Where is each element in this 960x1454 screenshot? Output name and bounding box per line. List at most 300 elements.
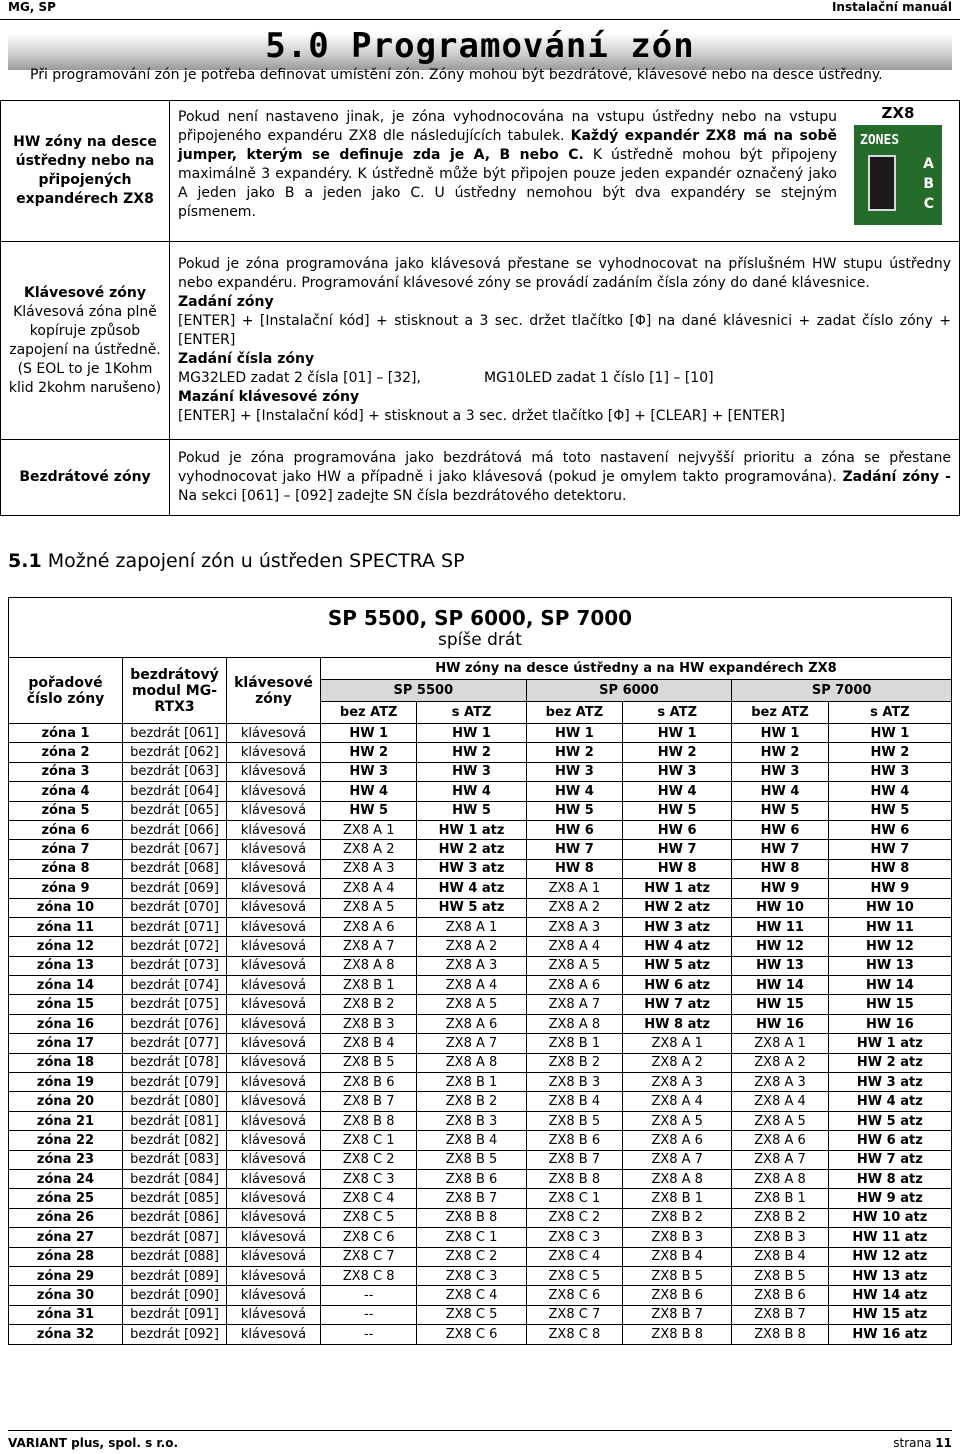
hw-cell: ZX8 C 6 <box>321 1228 417 1247</box>
keypad-zones-note: Klávesová zóna plně kopíruje způsob zapojení na ústředně. (S EOL to je 1Kohm klid 2kohm narušeno) <box>8 303 162 396</box>
hw-cell: HW 3 <box>623 762 732 781</box>
keypad-cell: klávesová <box>227 976 321 995</box>
zone-number-cell: zóna 17 <box>9 1034 123 1053</box>
keypad-heading-3: Mazání klávesové zóny <box>178 389 360 405</box>
keypad-cell: klávesová <box>227 917 321 936</box>
hw-cell: HW 15 <box>732 995 828 1014</box>
hw-cell: HW 4 atz <box>828 1092 951 1111</box>
table-row <box>9 743 952 762</box>
wireless-cell: bezdrát [067] <box>123 840 227 859</box>
wireless-zones-label: Bezdrátové zóny <box>1 440 170 516</box>
wireless-cell: bezdrát [091] <box>123 1305 227 1324</box>
hw-cell: ZX8 A 6 <box>321 917 417 936</box>
table-row <box>9 995 952 1014</box>
hw-cell: HW 1 <box>321 724 417 743</box>
hw-cell: ZX8 A 8 <box>526 1014 622 1033</box>
hw-cell: HW 4 <box>417 782 526 801</box>
keypad-cell: klávesová <box>227 1189 321 1208</box>
hw-cell: ZX8 B 3 <box>623 1228 732 1247</box>
zone-number-cell: zóna 19 <box>9 1073 123 1092</box>
hw-cell: HW 12 atz <box>828 1247 951 1266</box>
hw-cell: ZX8 B 6 <box>732 1286 828 1305</box>
hw-cell: HW 7 atz <box>623 995 732 1014</box>
hw-cell: ZX8 C 1 <box>417 1228 526 1247</box>
hw-cell: HW 2 atz <box>623 898 732 917</box>
hw-zones-row <box>1 101 960 242</box>
hw-cell: ZX8 A 7 <box>526 995 622 1014</box>
keypad-line-1: [ENTER] + [Instalační kód] + stisknout a 3 sec. držet tlačítko [Φ] na dané klávesnici + zadat číslo zóny + [ENTER] <box>178 313 951 348</box>
hw-cell: ZX8 C 7 <box>526 1305 622 1324</box>
table-row <box>9 1305 952 1324</box>
wireless-cell: bezdrát [068] <box>123 859 227 878</box>
keypad-heading-2: Zadání čísla zóny <box>178 351 315 367</box>
wireless-cell: bezdrát [078] <box>123 1053 227 1072</box>
hw-cell: ZX8 A 1 <box>623 1034 732 1053</box>
wireless-cell: bezdrát [076] <box>123 1014 227 1033</box>
table-caption-row <box>9 598 952 658</box>
keypad-text-1: Pokud je zóna programována jako klávesová přestane se vyhodnocovat na příslušném HW stupu ústředny nebo expandéru. Programování klávesové zóny se provádí zadáním čísla zóny do dané klávesnice. <box>178 256 951 291</box>
page-header <box>0 0 960 20</box>
hw-cell: ZX8 A 5 <box>732 1111 828 1130</box>
hw-cell: HW 1 <box>526 724 622 743</box>
keypad-cell: klávesová <box>227 743 321 762</box>
table-row <box>9 1092 952 1111</box>
keypad-cell: klávesová <box>227 956 321 975</box>
hw-cell: ZX8 C 2 <box>417 1247 526 1266</box>
header-rule <box>0 19 960 20</box>
hw-cell: ZX8 C 8 <box>526 1325 622 1344</box>
hw-cell: ZX8 B 1 <box>732 1189 828 1208</box>
hw-cell: ZX8 B 3 <box>526 1073 622 1092</box>
hw-cell: HW 8 <box>732 859 828 878</box>
hw-cell: HW 13 atz <box>828 1266 951 1285</box>
table-row <box>9 859 952 878</box>
wireless-text-1: Pokud je zóna programována jako bezdrátová má toto nastavení nejvyšší prioritu a zóna se přestane vyhodnocovat jako HW a případně i jako klávesová (pokud je omylem takto programována). <box>178 450 951 485</box>
keypad-cell: klávesová <box>227 1286 321 1305</box>
hw-cell: ZX8 B 2 <box>623 1208 732 1227</box>
zone-number-cell: zóna 30 <box>9 1286 123 1305</box>
hw-cell: ZX8 A 6 <box>526 976 622 995</box>
hw-cell: ZX8 A 2 <box>417 937 526 956</box>
hw-cell: HW 5 atz <box>417 898 526 917</box>
hw-cell: HW 16 atz <box>828 1325 951 1344</box>
hw-cell: ZX8 A 5 <box>321 898 417 917</box>
hw-cell: HW 1 atz <box>623 879 732 898</box>
zx8-zones-label: ZONES <box>860 133 900 148</box>
hw-cell: HW 4 <box>828 782 951 801</box>
keypad-cell: klávesová <box>227 782 321 801</box>
hw-cell: ZX8 B 7 <box>321 1092 417 1111</box>
hw-cell: HW 12 <box>828 937 951 956</box>
table-row <box>9 1131 952 1150</box>
hw-cell: HW 1 <box>732 724 828 743</box>
keypad-cell: klávesová <box>227 937 321 956</box>
table-row <box>9 762 952 781</box>
hw-cell: ZX8 B 7 <box>732 1305 828 1324</box>
zone-number-cell: zóna 1 <box>9 724 123 743</box>
hw-cell: HW 4 <box>732 782 828 801</box>
hw-cell: HW 10 atz <box>828 1208 951 1227</box>
hw-cell: ZX8 B 8 <box>623 1325 732 1344</box>
hw-cell: HW 4 atz <box>623 937 732 956</box>
keypad-cell: klávesová <box>227 801 321 820</box>
hw-cell: ZX8 B 5 <box>623 1266 732 1285</box>
table-row <box>9 782 952 801</box>
hw-cell: HW 15 atz <box>828 1305 951 1324</box>
keypad-cell: klávesová <box>227 1111 321 1130</box>
table-row <box>9 840 952 859</box>
hw-cell: HW 6 atz <box>828 1131 951 1150</box>
table-row <box>9 1286 952 1305</box>
hw-cell: HW 7 <box>526 840 622 859</box>
hw-cell: HW 10 <box>732 898 828 917</box>
wireless-cell: bezdrát [088] <box>123 1247 227 1266</box>
hw-cell: ZX8 A 7 <box>321 937 417 956</box>
hw-cell: HW 5 <box>623 801 732 820</box>
hw-cell: ZX8 A 4 <box>732 1092 828 1111</box>
hw-cell: ZX8 A 3 <box>732 1073 828 1092</box>
zone-number-cell: zóna 32 <box>9 1325 123 1344</box>
hw-cell: HW 3 atz <box>623 917 732 936</box>
hw-cell: ZX8 C 5 <box>526 1266 622 1285</box>
hw-cell: ZX8 B 7 <box>623 1305 732 1324</box>
zone-number-cell: zóna 10 <box>9 898 123 917</box>
hw-cell: ZX8 B 8 <box>417 1208 526 1227</box>
header-right: Instalační manuál <box>831 0 952 14</box>
hw-cell: ZX8 B 8 <box>526 1169 622 1188</box>
table-row <box>9 917 952 936</box>
zone-number-cell: zóna 13 <box>9 956 123 975</box>
hw-cell: ZX8 A 3 <box>321 859 417 878</box>
keypad-cell: klávesová <box>227 1034 321 1053</box>
hw-cell: ZX8 C 3 <box>417 1266 526 1285</box>
wireless-cell: bezdrát [073] <box>123 956 227 975</box>
wireless-cell: bezdrát [071] <box>123 917 227 936</box>
hw-cell: HW 9 <box>828 879 951 898</box>
hw-cell: ZX8 A 8 <box>732 1169 828 1188</box>
hw-zones-description <box>170 101 960 242</box>
hw-cell: HW 5 <box>321 801 417 820</box>
col-hw-zones: HW zóny na desce ústředny a na HW expandérech ZX8 <box>321 658 952 680</box>
keypad-cell: klávesová <box>227 762 321 781</box>
hw-cell: ZX8 C 5 <box>321 1208 417 1227</box>
hw-cell: HW 16 <box>828 1014 951 1033</box>
hw-cell: HW 11 <box>828 917 951 936</box>
hw-cell: ZX8 B 5 <box>417 1150 526 1169</box>
hw-cell: HW 5 <box>828 801 951 820</box>
hw-cell: HW 2 <box>623 743 732 762</box>
wireless-text-bold: Zadání zóny - <box>842 469 951 485</box>
hw-cell: HW 9 atz <box>828 1189 951 1208</box>
keypad-heading-1: Zadání zóny <box>178 294 274 310</box>
section-number: 5.1 <box>8 550 42 572</box>
hw-cell: ZX8 A 3 <box>623 1073 732 1092</box>
hw-cell: ZX8 A 4 <box>526 937 622 956</box>
hw-cell: ZX8 A 5 <box>417 995 526 1014</box>
keypad-cell: klávesová <box>227 1053 321 1072</box>
zone-number-cell: zóna 26 <box>9 1208 123 1227</box>
hw-cell: HW 1 <box>828 724 951 743</box>
hw-cell: ZX8 C 4 <box>526 1247 622 1266</box>
subcol-header: s ATZ <box>417 702 526 724</box>
wireless-cell: bezdrát [066] <box>123 820 227 839</box>
subcol-header: s ATZ <box>623 702 732 724</box>
keypad-cell: klávesová <box>227 1092 321 1111</box>
page-title: 5.0 Programování zón <box>265 26 695 66</box>
section-title <box>8 550 465 572</box>
hw-cell: ZX8 B 1 <box>417 1073 526 1092</box>
col-keypad-zones: klávesové zóny <box>227 658 321 724</box>
keypad-cell: klávesová <box>227 1169 321 1188</box>
hw-cell: ZX8 A 6 <box>732 1131 828 1150</box>
keypad-cell: klávesová <box>227 1150 321 1169</box>
zone-number-cell: zóna 16 <box>9 1014 123 1033</box>
subcol-header: bez ATZ <box>321 702 417 724</box>
hw-cell: HW 7 <box>732 840 828 859</box>
zx8-jumper <box>868 155 896 211</box>
hw-cell: ZX8 B 5 <box>526 1111 622 1130</box>
table-caption <box>9 598 952 658</box>
keypad-line-2a: MG32LED zadat 2 čísla [01] – [32], <box>178 370 421 386</box>
hw-cell: HW 2 <box>526 743 622 762</box>
table-row <box>9 898 952 917</box>
keypad-cell: klávesová <box>227 995 321 1014</box>
zone-number-cell: zóna 29 <box>9 1266 123 1285</box>
footer-page-label: strana <box>893 1436 932 1450</box>
hw-cell: ZX8 A 3 <box>417 956 526 975</box>
hw-cell: ZX8 A 1 <box>321 820 417 839</box>
hw-cell: HW 8 atz <box>623 1014 732 1033</box>
keypad-cell: klávesová <box>227 1228 321 1247</box>
hw-cell: HW 8 <box>623 859 732 878</box>
wireless-cell: bezdrát [087] <box>123 1228 227 1247</box>
table-caption-note: spíše drát <box>438 629 522 650</box>
hw-cell: ZX8 B 4 <box>321 1034 417 1053</box>
hw-cell: HW 6 <box>828 820 951 839</box>
wireless-cell: bezdrát [075] <box>123 995 227 1014</box>
zone-number-cell: zóna 11 <box>9 917 123 936</box>
hw-cell: ZX8 A 2 <box>623 1053 732 1072</box>
hw-cell: HW 3 atz <box>417 859 526 878</box>
hw-cell: ZX8 A 5 <box>526 956 622 975</box>
hw-cell: ZX8 B 4 <box>526 1092 622 1111</box>
table-row <box>9 1208 952 1227</box>
hw-cell: HW 1 atz <box>417 820 526 839</box>
table-caption-models: SP 5500, SP 6000, SP 7000 <box>327 605 633 630</box>
table-row <box>9 801 952 820</box>
hw-cell: HW 5 <box>732 801 828 820</box>
hw-cell: ZX8 A 2 <box>732 1053 828 1072</box>
zx8-board-photo <box>854 125 942 225</box>
keypad-cell: klávesová <box>227 840 321 859</box>
keypad-zones-title: Klávesové zóny <box>23 284 147 301</box>
subcol-header: bez ATZ <box>732 702 828 724</box>
hw-cell: ZX8 C 1 <box>321 1131 417 1150</box>
hw-cell: HW 15 <box>828 995 951 1014</box>
table-row <box>9 1014 952 1033</box>
hw-cell: HW 3 atz <box>828 1073 951 1092</box>
keypad-cell: klávesová <box>227 1247 321 1266</box>
wireless-cell: bezdrát [064] <box>123 782 227 801</box>
hw-cell: HW 2 atz <box>828 1053 951 1072</box>
intro-text: Při programování zón je potřeba definovat umístění zón. Zóny mohou být bezdrátové, klávesové nebo na desce ústředny. <box>30 67 883 83</box>
wireless-cell: bezdrát [084] <box>123 1169 227 1188</box>
hw-cell: HW 13 <box>828 956 951 975</box>
hw-cell: ZX8 A 1 <box>526 879 622 898</box>
hw-cell: HW 7 <box>623 840 732 859</box>
hw-cell: ZX8 C 4 <box>417 1286 526 1305</box>
keypad-cell: klávesová <box>227 1014 321 1033</box>
hw-zones-label: HW zóny na desce ústředny nebo na připojených expandérech ZX8 <box>1 101 170 242</box>
footer-page <box>893 1436 952 1450</box>
hw-text-1: Pokud není nastaveno jinak, je zóna vyhodnocována na vstupu ústředny nebo na vstupu připojeného expandéru ZX8 dle následujících tabulek. <box>178 109 837 144</box>
col-model-sp6000: SP 6000 <box>526 680 732 702</box>
wireless-cell: bezdrát [072] <box>123 937 227 956</box>
zone-number-cell: zóna 4 <box>9 782 123 801</box>
hw-cell: ZX8 A 8 <box>417 1053 526 1072</box>
hw-cell: HW 8 <box>526 859 622 878</box>
zone-number-cell: zóna 5 <box>9 801 123 820</box>
keypad-zones-label <box>1 242 170 440</box>
hw-cell: ZX8 A 2 <box>526 898 622 917</box>
hw-cell: ZX8 A 5 <box>623 1111 732 1130</box>
zone-number-cell: zóna 28 <box>9 1247 123 1266</box>
hw-cell: ZX8 B 7 <box>526 1150 622 1169</box>
keypad-cell: klávesová <box>227 859 321 878</box>
hw-cell: ZX8 A 8 <box>321 956 417 975</box>
zone-number-cell: zóna 25 <box>9 1189 123 1208</box>
table-row <box>9 1150 952 1169</box>
hw-cell: ZX8 C 4 <box>321 1189 417 1208</box>
hw-cell: ZX8 B 2 <box>321 995 417 1014</box>
hw-cell: ZX8 C 5 <box>417 1305 526 1324</box>
hw-cell: ZX8 C 6 <box>417 1325 526 1344</box>
table-body <box>9 724 952 1345</box>
wireless-cell: bezdrát [085] <box>123 1189 227 1208</box>
zx8-image-title: ZX8 <box>881 104 915 122</box>
section-title-text: Možné zapojení zón u ústředen SPECTRA SP <box>47 550 465 572</box>
hw-cell: HW 1 atz <box>828 1034 951 1053</box>
table-row <box>9 1325 952 1344</box>
hw-cell: ZX8 A 2 <box>321 840 417 859</box>
hw-cell: ZX8 B 4 <box>623 1247 732 1266</box>
table-row <box>9 1034 952 1053</box>
hw-cell: ZX8 B 1 <box>321 976 417 995</box>
hw-cell: HW 2 atz <box>417 840 526 859</box>
header-left: MG, SP <box>8 0 56 14</box>
hw-cell: HW 11 <box>732 917 828 936</box>
zone-number-cell: zóna 9 <box>9 879 123 898</box>
hw-cell: ZX8 C 3 <box>526 1228 622 1247</box>
zone-number-cell: zóna 27 <box>9 1228 123 1247</box>
hw-cell: HW 3 <box>321 762 417 781</box>
hw-cell: ZX8 B 4 <box>417 1131 526 1150</box>
zone-number-cell: zóna 2 <box>9 743 123 762</box>
hw-cell: ZX8 C 1 <box>526 1189 622 1208</box>
hw-cell: ZX8 A 6 <box>417 1014 526 1033</box>
table-row <box>9 1189 952 1208</box>
keypad-cell: klávesová <box>227 1073 321 1092</box>
hw-cell: HW 2 <box>732 743 828 762</box>
hw-cell: HW 6 <box>526 820 622 839</box>
hw-cell: ZX8 B 3 <box>417 1111 526 1130</box>
keypad-cell: klávesová <box>227 820 321 839</box>
table-row <box>9 1247 952 1266</box>
hw-cell: ZX8 B 6 <box>623 1286 732 1305</box>
hw-cell: ZX8 C 8 <box>321 1266 417 1285</box>
hw-cell: HW 6 <box>732 820 828 839</box>
zone-number-cell: zóna 8 <box>9 859 123 878</box>
hw-cell: HW 13 <box>732 956 828 975</box>
hw-cell: -- <box>321 1286 417 1305</box>
hw-cell: ZX8 A 4 <box>623 1092 732 1111</box>
wireless-cell: bezdrát [061] <box>123 724 227 743</box>
hw-cell: HW 4 atz <box>417 879 526 898</box>
wireless-cell: bezdrát [081] <box>123 1111 227 1130</box>
subcol-header: s ATZ <box>828 702 951 724</box>
hw-cell: HW 14 <box>732 976 828 995</box>
zx8-jumper-b: B <box>923 176 934 192</box>
hw-cell: ZX8 B 3 <box>732 1228 828 1247</box>
hw-cell: ZX8 B 7 <box>417 1189 526 1208</box>
wireless-cell: bezdrát [069] <box>123 879 227 898</box>
keypad-cell: klávesová <box>227 1305 321 1324</box>
hw-cell: ZX8 C 3 <box>321 1169 417 1188</box>
hw-cell: ZX8 B 2 <box>732 1208 828 1227</box>
wireless-cell: bezdrát [065] <box>123 801 227 820</box>
keypad-zones-row <box>1 242 960 440</box>
zx8-image <box>845 104 951 234</box>
table-row <box>9 956 952 975</box>
hw-cell: -- <box>321 1325 417 1344</box>
table-row <box>9 1073 952 1092</box>
hw-cell: -- <box>321 1305 417 1324</box>
wireless-cell: bezdrát [090] <box>123 1286 227 1305</box>
hw-cell: HW 6 <box>623 820 732 839</box>
wireless-cell: bezdrát [070] <box>123 898 227 917</box>
wireless-cell: bezdrát [062] <box>123 743 227 762</box>
keypad-cell: klávesová <box>227 724 321 743</box>
hw-cell: ZX8 C 7 <box>321 1247 417 1266</box>
wireless-cell: bezdrát [083] <box>123 1150 227 1169</box>
table-row <box>9 1169 952 1188</box>
hw-cell: ZX8 A 1 <box>417 917 526 936</box>
wireless-cell: bezdrát [080] <box>123 1092 227 1111</box>
zx8-jumper-c: C <box>923 196 934 212</box>
subcol-header: bez ATZ <box>526 702 622 724</box>
wireless-zones-row <box>1 440 960 516</box>
zone-number-cell: zóna 6 <box>9 820 123 839</box>
table-row <box>9 820 952 839</box>
table-row <box>9 724 952 743</box>
hw-cell: HW 5 atz <box>623 956 732 975</box>
col-model-sp7000: SP 7000 <box>732 680 952 702</box>
zone-number-cell: zóna 12 <box>9 937 123 956</box>
hw-cell: HW 1 <box>417 724 526 743</box>
hw-cell: ZX8 B 6 <box>417 1169 526 1188</box>
table-row <box>9 879 952 898</box>
keypad-cell: klávesová <box>227 1325 321 1344</box>
hw-cell: HW 7 atz <box>828 1150 951 1169</box>
hw-cell: ZX8 A 7 <box>732 1150 828 1169</box>
hw-cell: ZX8 B 8 <box>732 1325 828 1344</box>
hw-cell: ZX8 B 2 <box>417 1092 526 1111</box>
hw-cell: ZX8 A 4 <box>417 976 526 995</box>
hw-cell: HW 2 <box>321 743 417 762</box>
keypad-line-3: [ENTER] + [Instalační kód] + stisknout a 3 sec. držet tlačítko [Φ] + [CLEAR] + [ENTER] <box>178 408 785 424</box>
wireless-cell: bezdrát [063] <box>123 762 227 781</box>
hw-cell: HW 8 atz <box>828 1169 951 1188</box>
